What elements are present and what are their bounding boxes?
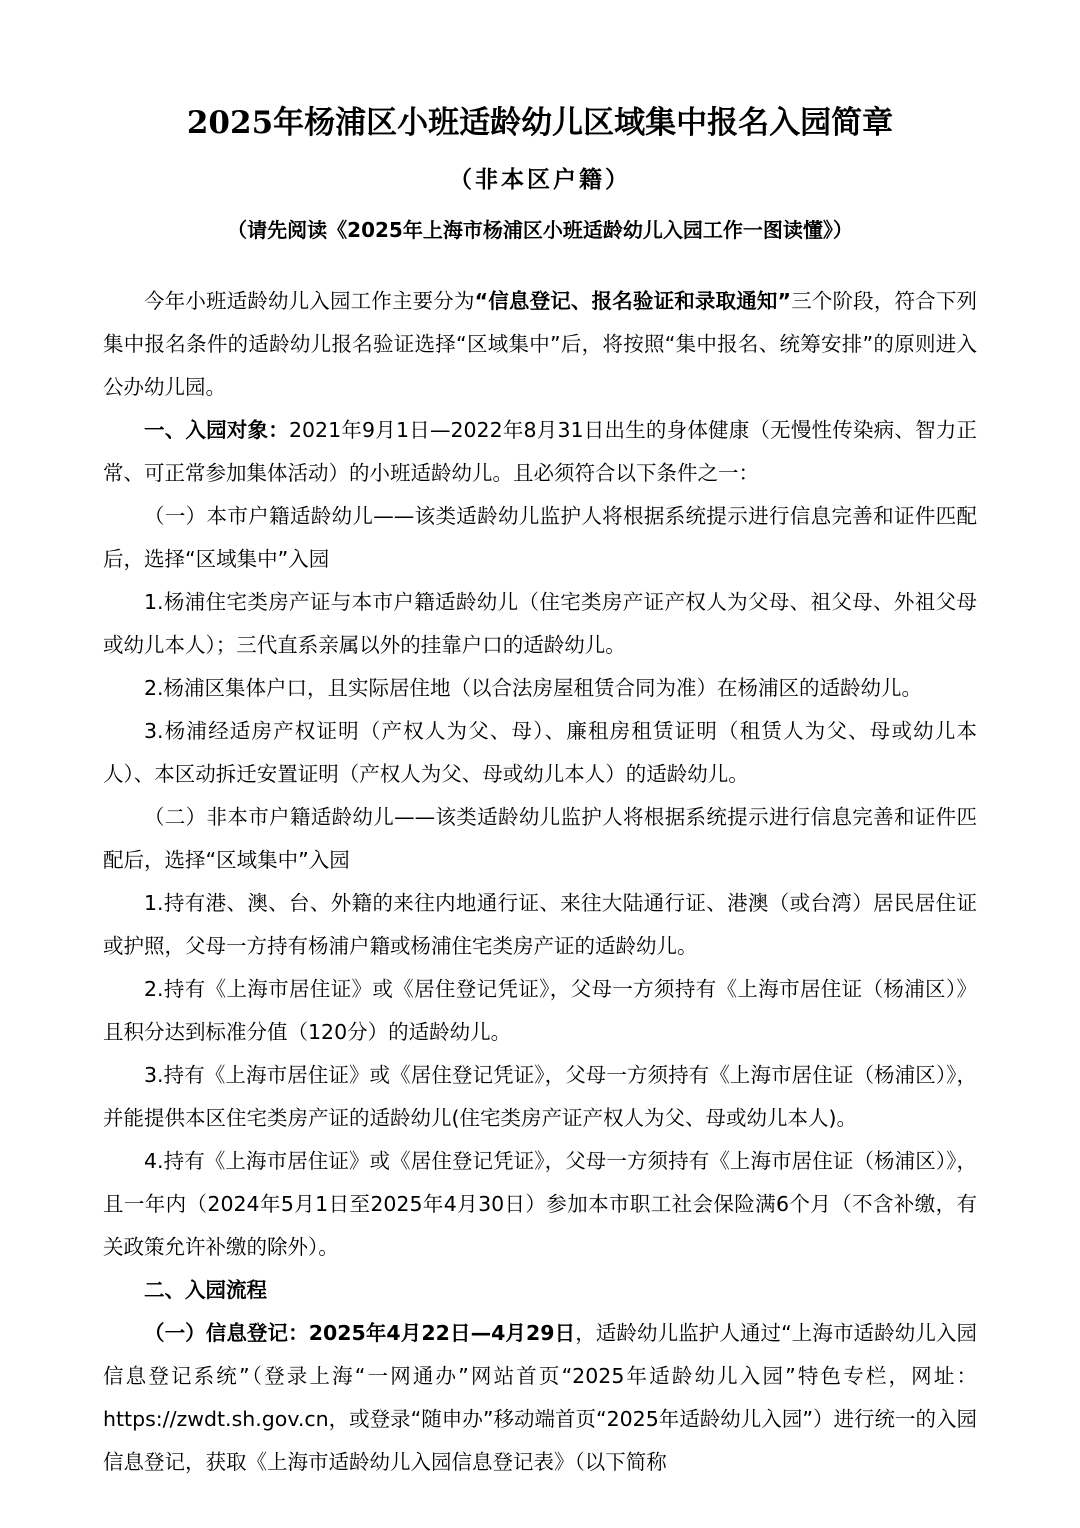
document-body xyxy=(103,280,977,1484)
section-text: 2021年9月1日—2022年8月31日出生的身体健康（无慢性传染病、智力正常、可正常参加集体活动）的小班适龄幼儿。且必须符合以下条件之一： xyxy=(103,418,977,485)
list-item: 4.持有《上海市居住证》或《居住登记凭证》，父母一方须持有《上海市居住证（杨浦区）》，且一年内（2024年5月1日至2025年4月30日）参加本市职工社会保险满6个月（不含补缴，有关政策允许补缴的除外）。 xyxy=(103,1149,977,1259)
section-heading-process: 二、入园流程 xyxy=(144,1278,267,1302)
intro-text: 今年小班适龄幼儿入园工作主要分为 xyxy=(144,289,475,313)
step-registration xyxy=(103,1312,977,1484)
step-heading: （一）信息登记：2025年4月22日—4月29日 xyxy=(144,1321,576,1345)
list-item: 3.杨浦经适房产权证明（产权人为父、母）、廉租房租赁证明（租赁人为父、母或幼儿本人）、本区动拆迁安置证明（产权人为父、母或幼儿本人）的适龄幼儿。 xyxy=(103,719,977,786)
section-heading: 一、入园对象： xyxy=(144,418,289,442)
list-item: 1.持有港、澳、台、外籍的来往内地通行证、来往大陆通行证、港澳（或台湾）居民居住证或护照，父母一方持有杨浦户籍或杨浦住宅类房产证的适龄幼儿。 xyxy=(103,891,977,958)
list-item: 2.持有《上海市居住证》或《居住登记凭证》，父母一方须持有《上海市居住证（杨浦区）》且积分达到标准分值（120分）的适龄幼儿。 xyxy=(103,977,977,1044)
group-heading-local: （一）本市户籍适龄幼儿——该类适龄幼儿监护人将根据系统提示进行信息完善和证件匹配后，选择“区域集中”入园 xyxy=(103,504,977,571)
intro-paragraph xyxy=(103,280,977,409)
section-eligibility xyxy=(103,409,977,495)
intro-stages: “信息登记、报名验证和录取通知” xyxy=(474,289,792,313)
intro-text-rest: 三个阶段，符合下列集中报名条件的适龄幼儿报名验证选择“区域集中”后，将按照“集中报名、统筹安排”的原则进入公办幼儿园。 xyxy=(103,289,978,399)
list-item: 3.持有《上海市居住证》或《居住登记凭证》，父母一方须持有《上海市居住证（杨浦区）》，并能提供本区住宅类房产证的适龄幼儿(住宅类房产证产权人为父、母或幼儿本人)。 xyxy=(103,1063,977,1130)
document-subtitle: （非本区户籍） xyxy=(449,167,631,193)
step-text: ，适龄幼儿监护人通过“上海市适龄幼儿入园信息登记系统”（登录上海“一网通办”网站首页“2025年适龄幼儿入园”特色专栏，网址：https://zwdt.sh.gov.cn，或登录“随申办”移动端首页“2025年适龄幼儿入园”）进行统一的入园信息登记，获取《上海市适龄幼儿入园信息登记表》（以下简称 xyxy=(103,1321,977,1474)
group-heading-nonlocal: （二）非本市户籍适龄幼儿——该类适龄幼儿监护人将根据系统提示进行信息完善和证件匹配后，选择“区域集中”入园 xyxy=(103,805,977,872)
list-item: 2.杨浦区集体户口，且实际居住地（以合法房屋租赁合同为准）在杨浦区的适龄幼儿。 xyxy=(144,676,923,700)
document-title: 2025年杨浦区小班适龄幼儿区域集中报名入园简章 xyxy=(186,105,894,141)
reading-note: （请先阅读《2025年上海市杨浦区小班适龄幼儿入园工作一图读懂》） xyxy=(227,218,853,242)
list-item: 1.杨浦住宅类房产证与本市户籍适龄幼儿（住宅类房产证产权人为父母、祖父母、外祖父母或幼儿本人）；三代直系亲属以外的挂靠户口的适龄幼儿。 xyxy=(103,590,977,657)
